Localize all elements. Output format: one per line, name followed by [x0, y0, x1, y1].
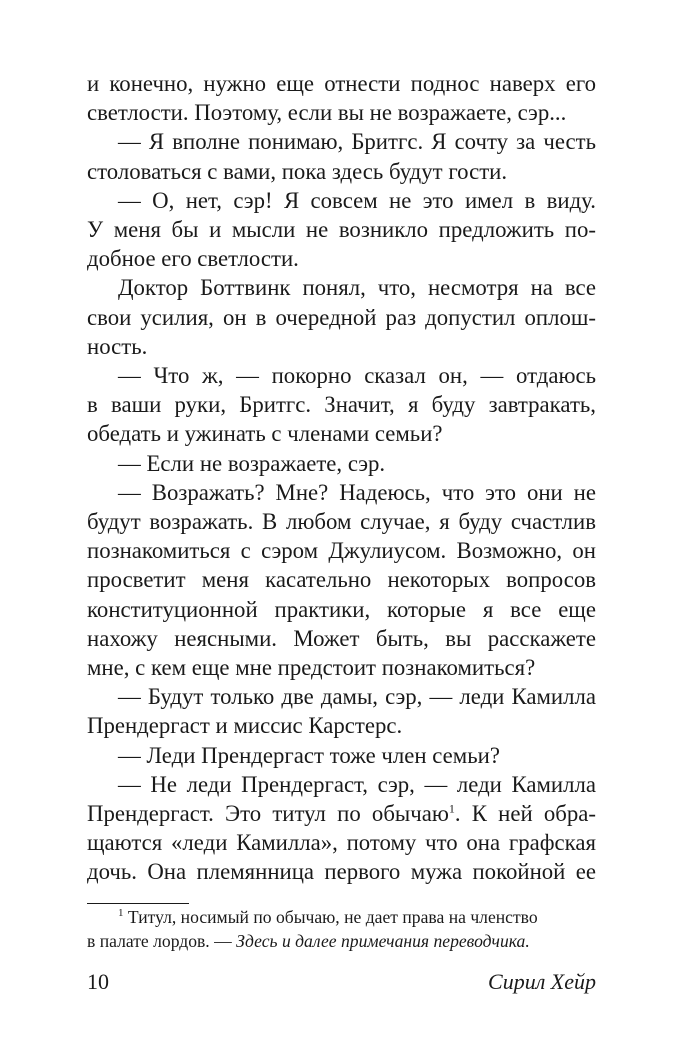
text-line: ность. [87, 333, 148, 359]
footnote-text: Титул, носимый по обычаю, не дает права на членство [127, 907, 538, 927]
text-fragment: . К ней обра- [454, 801, 596, 827]
text-line: — Если не возражаете, сэр. [118, 450, 386, 476]
footnote-line [87, 930, 596, 954]
text-line: добное его светлости. [87, 246, 299, 272]
footnote-mark: 1 [118, 907, 124, 920]
text-line: — Будут только две дамы, сэр, — леди Камилла [118, 684, 596, 710]
text-line: свои усилия, он в очередной раз допустил оплош- [87, 304, 596, 330]
text-line: дочь. Она племянница первого мужа покойной ее [87, 859, 596, 885]
footnote-line [87, 906, 596, 930]
text-line: будут возражать. В любом случае, я буду счастлив [87, 509, 596, 535]
text-line: столоваться с вами, пока здесь будут гости. [87, 158, 508, 184]
text-line: познакомиться с сэром Джулиусом. Возможно, он [87, 538, 596, 564]
text-line: просветит меня касательно некоторых вопросов [87, 567, 596, 593]
text-line-with-footnote-ref [87, 799, 596, 828]
footnote-separator [87, 903, 189, 904]
text-line: Доктор Боттвинк понял, что, несмотря на все [118, 275, 596, 301]
body-text [87, 69, 596, 887]
text-line: — Я вполне понимаю, Бритгс. Я сочту за честь [118, 129, 596, 155]
text-line: Прендергаст и миссис Карстерс. [87, 713, 403, 739]
page-number: 10 [87, 969, 109, 994]
text-line: — Что ж, — покорно сказал он, — отдаюсь [118, 363, 596, 389]
text-line: — Возражать? Мне? Надеюсь, что это они не [118, 479, 596, 505]
text-line: — Леди Прендергаст тоже член семьи? [118, 742, 500, 768]
text-line: и конечно, нужно еще отнести поднос наверх его [87, 71, 596, 96]
footnote-translator-note: Здесь и далее примечания переводчика. [236, 930, 530, 951]
text-line: — О, нет, сэр! Я совсем не это имел в виду. [118, 187, 596, 213]
footnote-reference[interactable]: 1 [448, 801, 455, 816]
text-line: щаются «леди Камилла», потому что она графская [87, 830, 596, 856]
footnote [87, 906, 596, 953]
text-line: У меня бы и мысли не возникло предложить по- [87, 217, 596, 243]
text-line: конституционной практики, которые я все еще [87, 596, 596, 622]
text-line: нахожу неясными. Может быть, вы расскажете [87, 625, 596, 651]
text-line: светлости. Поэтому, если вы не возражаете, сэр... [87, 100, 567, 126]
running-head-author: Сирил Хейр [488, 969, 596, 994]
text-line: — Не леди Прендергаст, сэр, — леди Камилла [118, 771, 596, 797]
text-line: в ваши руки, Бритгс. Значит, я буду завтракать, [87, 392, 596, 418]
footnote-text: в палате лордов. — [87, 930, 237, 951]
text-line: мне, с кем еще мне предстоит познакомиться? [87, 655, 536, 681]
text-fragment: Прендергаст. Это титул по обычаю [87, 801, 449, 827]
text-line: обедать и ужинать с членами семьи? [87, 421, 443, 447]
